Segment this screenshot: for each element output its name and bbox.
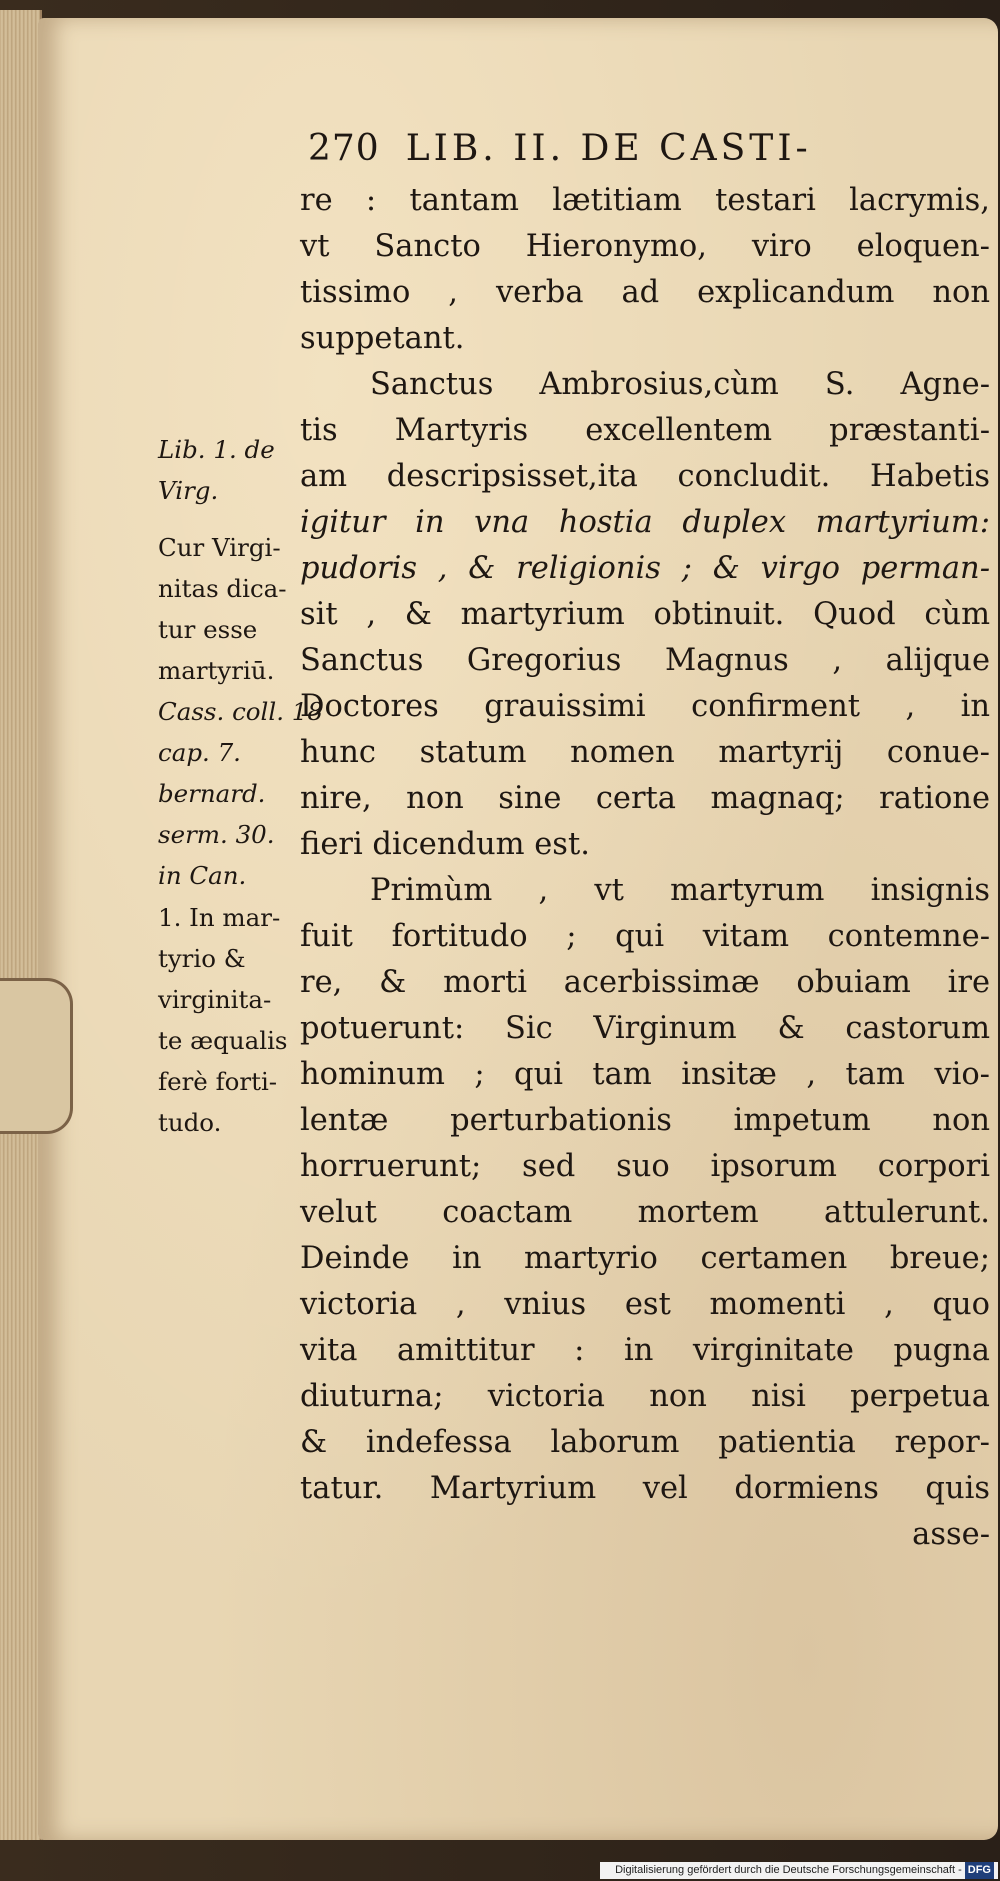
marginal-line: Cur Virgi- xyxy=(158,533,281,562)
marginal-line: te æqualis xyxy=(158,1026,288,1055)
text-line: am descripsisset,ita concludit. Habetis xyxy=(300,459,990,494)
text-line: igitur in vna hostia duplex martyrium: xyxy=(300,505,990,540)
dfg-logo: DFG xyxy=(965,1862,994,1879)
text-line: diuturna; victoria non nisi perpetua xyxy=(300,1379,990,1414)
marginal-note-point xyxy=(158,898,318,1144)
text-line: & indefessa laborum patientia repor- xyxy=(300,1425,990,1460)
marginal-line: ferè forti- xyxy=(158,1067,278,1096)
text-line: pudoris , & religionis ; & virgo perman- xyxy=(300,551,990,586)
text-line: suppetant. xyxy=(300,321,465,356)
running-title: LIB. II. DE CASTI- xyxy=(405,128,812,169)
digitization-text: Digitalisierung gefördert durch die Deutsche Forschungsgemeinschaft - xyxy=(615,1864,962,1876)
text-line: hominum ; qui tam insitæ , tam vio- xyxy=(300,1057,990,1092)
page-clip-tab xyxy=(0,978,73,1134)
marginal-note-heading xyxy=(158,528,318,692)
text-line: tatur. Martyrium vel dormiens quis xyxy=(300,1471,990,1506)
text-line: sit , & martyrium obtinuit. Quod cùm xyxy=(300,597,990,632)
text-line: victoria , vnius est momenti , quo xyxy=(300,1287,990,1322)
main-text-block xyxy=(300,178,990,1558)
marginal-line: Virg. xyxy=(158,476,219,505)
digitization-credit xyxy=(600,1862,998,1879)
marginal-line: bernard. xyxy=(158,779,266,808)
marginal-line: tur esse xyxy=(158,615,258,644)
marginal-line: in Can. xyxy=(158,861,247,890)
text-line: vt Sancto Hieronymo, viro eloquen- xyxy=(300,229,990,264)
marginal-line: serm. 30. xyxy=(158,820,275,849)
text-line: horruerunt; sed suo ipsorum corpori xyxy=(300,1149,990,1184)
marginal-note-citations xyxy=(158,692,323,897)
text-line: fuit fortitudo ; qui vitam contemne- xyxy=(300,919,990,954)
marginal-line: cap. 7. xyxy=(158,738,241,767)
text-line: Doctores grauissimi confirment , in xyxy=(300,689,990,724)
marginal-line: Lib. 1. de xyxy=(158,435,275,464)
catchword: asse- xyxy=(912,1517,990,1552)
marginal-line: martyriū. xyxy=(158,656,275,685)
text-line: lentæ perturbationis impetum non xyxy=(300,1103,990,1138)
text-line: tis Martyris excellentem præstanti- xyxy=(300,413,990,448)
text-line: tissimo , verba ad explicandum non xyxy=(300,275,990,310)
text-line: Sanctus Gregorius Magnus , alijque xyxy=(300,643,990,678)
text-line: re : tantam lætitiam testari lacrymis, xyxy=(300,183,990,218)
text-line: Sanctus Ambrosius,cùm S. Agne- xyxy=(370,367,990,402)
marginal-line: Cass. coll. 18 xyxy=(158,697,323,726)
marginal-line: tyrio & xyxy=(158,944,246,973)
text-line: Primùm , vt martyrum insignis xyxy=(370,873,990,908)
page-number: 270 xyxy=(308,128,380,169)
running-header xyxy=(308,128,928,172)
marginal-line: virginita- xyxy=(158,985,272,1014)
marginal-line: tudo. xyxy=(158,1108,222,1137)
text-line: vita amittitur : in virginitate pugna xyxy=(300,1333,990,1368)
text-line: Deinde in martyrio certamen breue; xyxy=(300,1241,990,1276)
text-line: re, & morti acerbissimæ obuiam ire xyxy=(300,965,990,1000)
text-line: nire, non sine certa magnaq; ratione xyxy=(300,781,990,816)
text-line: potuerunt: Sic Virginum & castorum xyxy=(300,1011,990,1046)
text-line: fieri dicendum est. xyxy=(300,827,590,862)
marginal-line: nitas dica- xyxy=(158,574,287,603)
text-line: hunc statum nomen martyrij conue- xyxy=(300,735,990,770)
book-page-edges xyxy=(0,10,42,1840)
marginal-note-reference xyxy=(158,430,318,512)
marginal-line: 1. In mar- xyxy=(158,903,281,932)
text-line: velut coactam mortem attulerunt. xyxy=(300,1195,990,1230)
